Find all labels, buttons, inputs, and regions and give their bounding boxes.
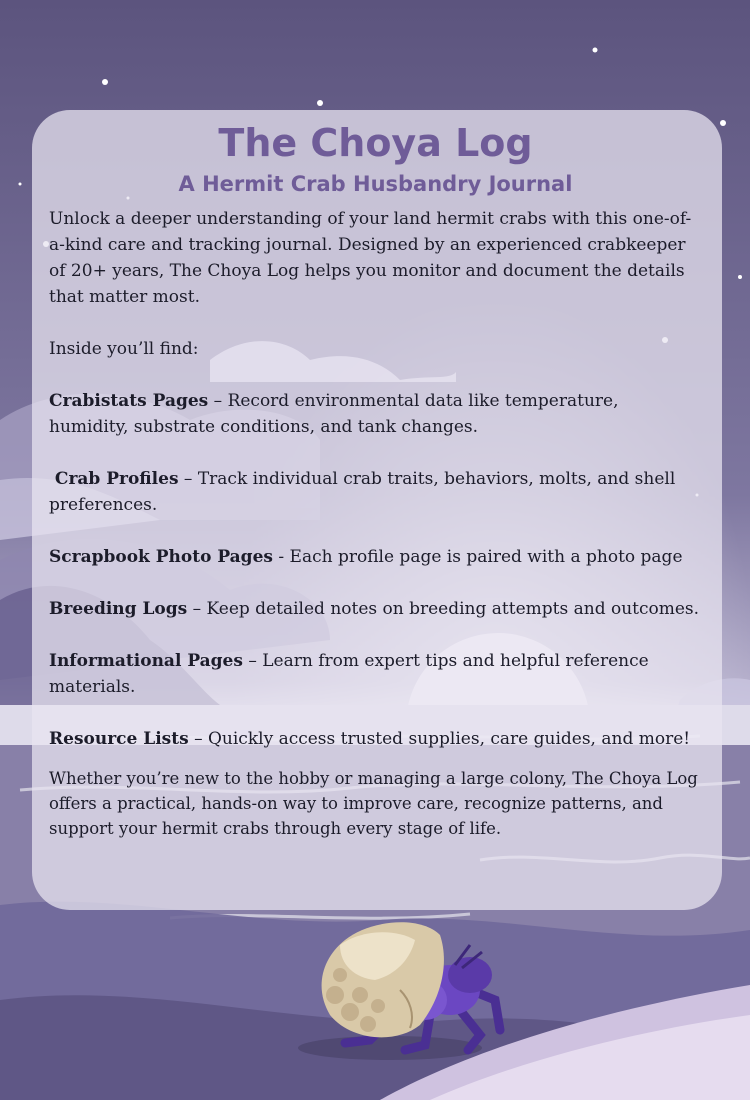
feature-separator: - [272, 547, 290, 567]
feature-separator: – [242, 651, 263, 671]
page-subtitle: A Hermit Crab Husbandry Journal [178, 172, 573, 196]
feature-name: Crabistats Pages [49, 391, 209, 411]
feature-desc: Quickly access trusted supplies, care guides, and more! [207, 729, 691, 749]
feature-name: Breeding Logs [49, 599, 188, 619]
feature-desc: Keep detailed notes on breeding attempts and outcomes. [206, 599, 700, 619]
feature-name: Scrapbook Photo Pages [49, 547, 273, 567]
closing-paragraph: Whether you’re new to the hobby or managing a large colony, The Choya Log offers a practical, hands-on way to improve care, recognize patterns, and support your hermit crabs through every stage of life. [49, 769, 698, 838]
feature-desc: Record environmental data like temperature, humidity, substrate conditions, and tank changes. [49, 391, 619, 437]
feature-separator: – [208, 391, 228, 411]
feature-item [49, 544, 702, 570]
feature-desc: Each profile page is paired with a photo page [289, 547, 683, 567]
feature-separator: – [178, 469, 198, 489]
feature-separator: – [188, 729, 208, 749]
intro-paragraph: Unlock a deeper understanding of your land hermit crabs with this one-of-a-kind care and tracking journal. Designed by an experienced crabkeeper of 20+ years, The Choya Log helps you monitor and document the details that matter most. [49, 209, 692, 307]
feature-desc: Track individual crab traits, behaviors, molts, and shell preferences. [49, 469, 676, 515]
page-title: The Choya Log [218, 121, 533, 165]
feature-item [49, 726, 702, 752]
description-card [32, 110, 722, 910]
feature-name: Crab Profiles [49, 469, 179, 489]
feature-name: Resource Lists [49, 729, 189, 749]
feature-desc: Learn from expert tips and helpful reference materials. [49, 651, 649, 697]
feature-separator: – [187, 599, 207, 619]
feature-item [49, 466, 702, 518]
feature-item [49, 596, 702, 622]
feature-name: Informational Pages [49, 651, 243, 671]
feature-item [49, 388, 702, 440]
feature-item [49, 648, 702, 700]
inside-label: Inside you’ll find: [49, 339, 199, 359]
